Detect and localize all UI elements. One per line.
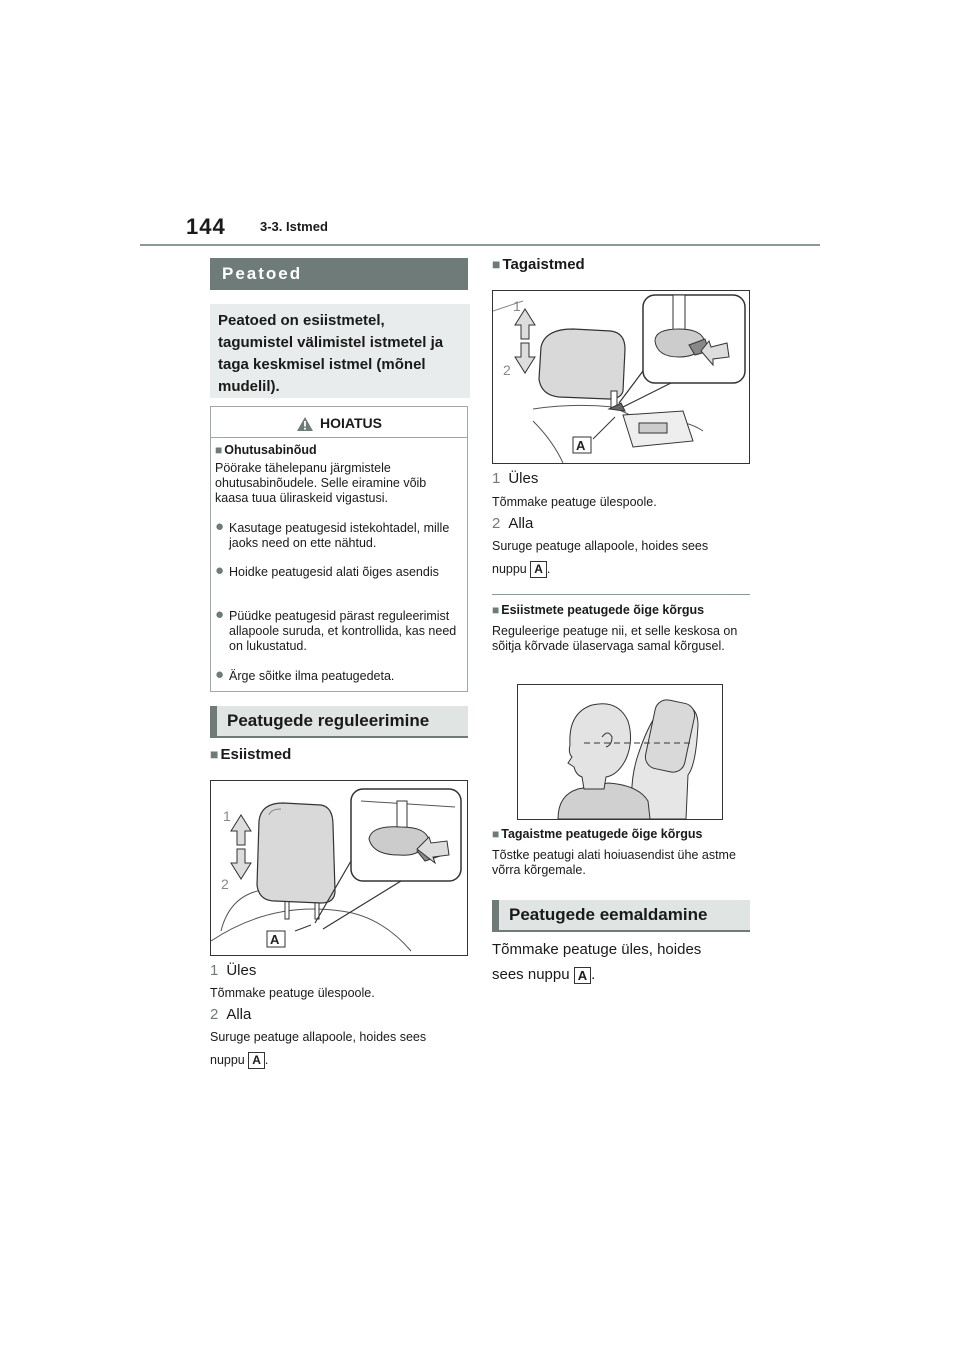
chapter-title: 3-3. Istmed bbox=[260, 219, 328, 234]
intro-box: Peatoed on esiistmetel, tagumistel välimistel istmetel ja taga keskmisel istmel (mõnel mudelil). bbox=[210, 304, 470, 398]
square-bullet-icon: ■ bbox=[492, 827, 500, 841]
warning-bullet: ● Kasutage peatugesid istekohtadel, mille jaoks need on ette nähtud. bbox=[215, 518, 450, 550]
front-height-text: Reguleerige peatuge nii, et selle keskosa on sõitja kõrvade ülaservaga samal kõrgusel. bbox=[492, 624, 738, 653]
figure-label-a: A bbox=[576, 438, 586, 453]
button-a-icon: A bbox=[248, 1052, 265, 1069]
bullet-dot-icon: ● bbox=[215, 606, 225, 623]
warning-title: HOIATUS bbox=[320, 415, 382, 431]
front-step-2-desc-tail: nuppu A . bbox=[210, 1052, 269, 1067]
rear-seats-heading: ■ Tagaistmed bbox=[492, 256, 585, 273]
figure-label-1: 1 bbox=[223, 808, 231, 824]
section-title-remove: Peatugede eemaldamine bbox=[492, 900, 750, 932]
remove-text-line-2: sees nuppu A . bbox=[492, 966, 596, 983]
square-bullet-icon: ■ bbox=[210, 746, 219, 762]
warning-title-bar bbox=[211, 407, 467, 438]
figure-label-a: A bbox=[270, 932, 280, 947]
rear-step-1-desc: Tõmmake peatuge ülespoole. bbox=[492, 495, 657, 509]
front-step-2: 2 Alla bbox=[210, 1006, 252, 1023]
head-height-illustration bbox=[517, 684, 723, 820]
button-a-icon: A bbox=[530, 561, 547, 578]
divider bbox=[492, 594, 750, 595]
figure-label-2: 2 bbox=[221, 876, 229, 892]
rear-step-2-desc: Suruge peatuge allapoole, hoides sees bbox=[492, 539, 709, 553]
rear-headrest-drawing bbox=[493, 291, 749, 463]
front-headrest-illustration bbox=[210, 780, 468, 956]
button-a-icon: A bbox=[574, 967, 591, 984]
bullet-dot-icon: ● bbox=[215, 518, 225, 535]
section-title-peatoed: Peatoed bbox=[210, 258, 468, 290]
figure-label-2: 2 bbox=[503, 362, 511, 378]
warning-bullet: ● Püüdke peatugesid pärast reguleerimist allapoole suruda, et kontrollida, kas need on lukustatud. bbox=[215, 606, 457, 653]
rear-headrest-illustration bbox=[492, 290, 750, 464]
warning-box bbox=[210, 406, 468, 692]
warning-icon bbox=[296, 416, 314, 432]
front-step-2-desc: Suruge peatuge allapoole, hoides sees bbox=[210, 1030, 427, 1044]
section-title-adjust: Peatugede reguleerimine bbox=[210, 706, 468, 738]
bullet-dot-icon: ● bbox=[215, 562, 225, 579]
square-bullet-icon: ■ bbox=[215, 443, 223, 457]
warning-subheading: ■ Ohutusabinõud bbox=[215, 443, 317, 457]
square-bullet-icon: ■ bbox=[492, 603, 500, 617]
front-seats-heading: ■ Esiistmed bbox=[210, 746, 292, 763]
rear-step-2: 2 Alla bbox=[492, 515, 534, 532]
figure-label-1: 1 bbox=[513, 298, 521, 314]
bullet-dot-icon: ● bbox=[215, 666, 225, 683]
front-step-1-desc: Tõmmake peatuge ülespoole. bbox=[210, 986, 375, 1000]
header-rule bbox=[140, 244, 820, 246]
rear-height-heading: ■ Tagaistme peatugede õige kõrgus bbox=[492, 827, 703, 841]
rear-height-text: Tõstke peatugi alati hoiuasendist ühe astme võrra kõrgemale. bbox=[492, 848, 736, 877]
front-height-heading: ■ Esiistmete peatugede õige kõrgus bbox=[492, 603, 705, 617]
head-height-drawing bbox=[518, 685, 722, 819]
front-headrest-drawing bbox=[211, 781, 467, 955]
warning-paragraph: Pöörake tähelepanu järgmistele ohutusabinõudele. Selle eiramine võib kaasa tuua üliraskeid vigastusi. bbox=[215, 461, 427, 505]
rear-step-1: 1 Üles bbox=[492, 470, 539, 487]
square-bullet-icon: ■ bbox=[492, 256, 501, 272]
remove-text-line-1: Tõmmake peatuge üles, hoides bbox=[492, 941, 702, 958]
warning-bullet: ● Ärge sõitke ilma peatugedeta. bbox=[215, 666, 395, 683]
page-number: 144 bbox=[186, 214, 226, 239]
front-step-1: 1 Üles bbox=[210, 962, 257, 979]
warning-bullet: ● Hoidke peatugesid alati õiges asendis bbox=[215, 562, 439, 579]
rear-step-2-desc-tail: nuppu A . bbox=[492, 561, 551, 576]
